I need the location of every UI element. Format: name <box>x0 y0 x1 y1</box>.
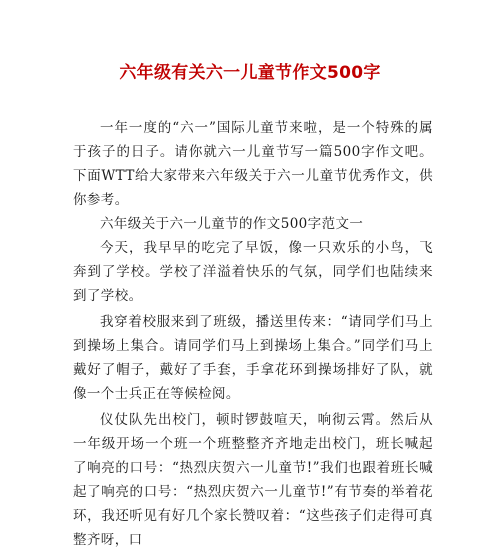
document-title: 六年级有关六一儿童节作文500字 <box>119 63 381 83</box>
paragraph-parade: 仪仗队先出校门，顿时锣鼓喧天，响彻云霄。然后从一年级开场一个班一个班整整齐齐地走出校门，班长喊起了响亮的口号：“热烈庆贺六一儿童节!”我们也跟着班长喊起了响亮的口号：“热烈庆贺六一儿童节!”有节奏的举着花环，我还听见有好几个家长赞叹着：“这些孩子们走得可真整齐呀，口 <box>73 412 433 548</box>
paragraph-morning: 今天，我早早的吃完了早饭，像一只欢乐的小鸟，飞奔到了学校。学校了洋溢着快乐的气氛，同学们也陆续来到了学校。 <box>73 240 433 304</box>
paragraph-intro: 一年一度的“六一”国际儿童节来啦，是一个特殊的属于孩子的日子。请你就六一儿童节写一篇500字作文吧。下面WTT给大家带来六年级关于六一儿童节优秀作文，供你参考。 <box>73 120 433 208</box>
paragraph-assembly: 我穿着校服来到了班级，播送里传来：“请同学们马上到操场上集合。请同学们马上到操场上集合。”同学们马上戴好了帽子，戴好了手套，手拿花环到操场排好了队，就像一个士兵正在等候检阅。 <box>73 314 433 402</box>
paragraph-subheading: 六年级关于六一儿童节的作文500字范文一 <box>100 216 364 232</box>
document-body <box>73 116 433 552</box>
